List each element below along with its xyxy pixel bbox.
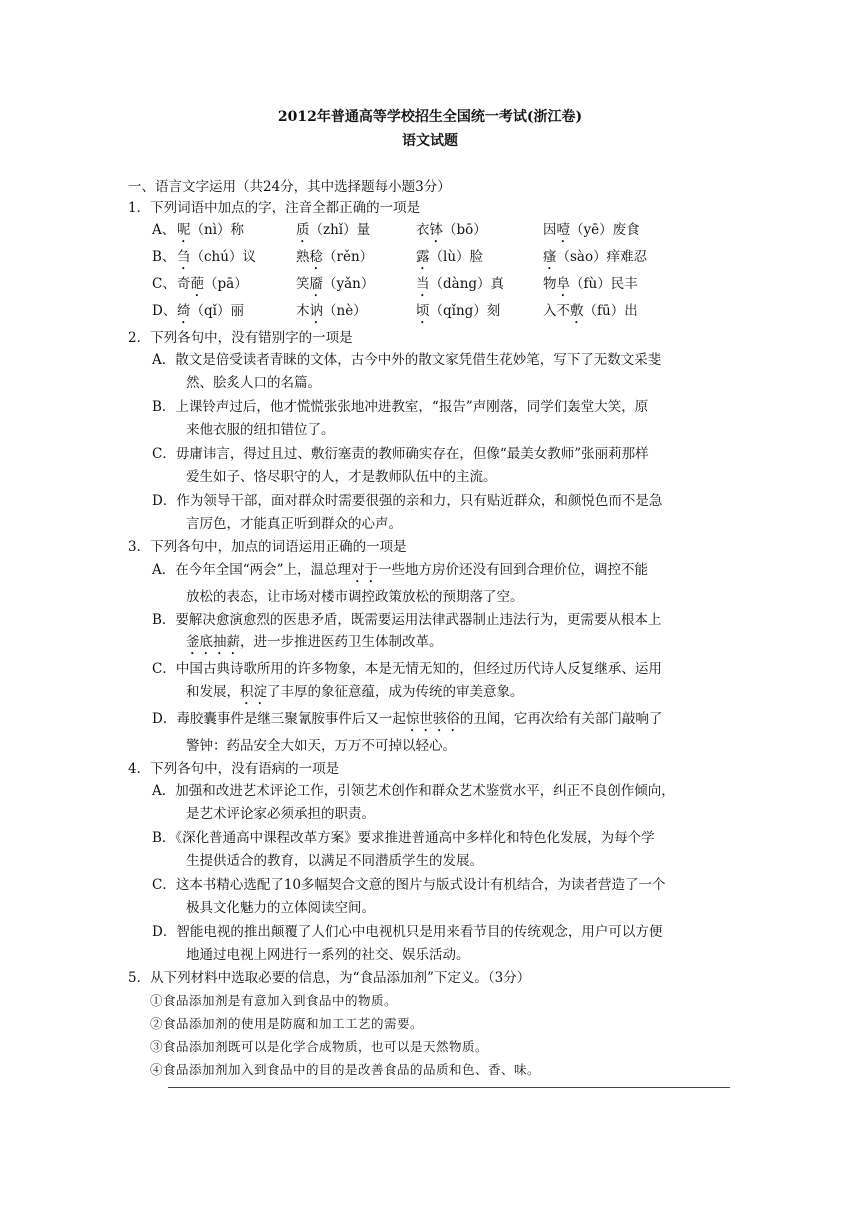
- q3-option-a-line2: 放松的表态，让市场对楼市调控政策放松的预期落了空。: [186, 589, 524, 605]
- q3-b-dotted-word: 釜底抽薪: [186, 634, 240, 650]
- q3-b-text-2: ，进一步推进医药卫生体制改革。: [240, 634, 443, 650]
- q3-option-a-line1: [152, 561, 648, 586]
- q1-option-d-word-4: [543, 302, 638, 327]
- q1-option-a-label: A、: [152, 222, 176, 238]
- q1-option-d-word-3-dot: 顷: [416, 303, 430, 319]
- q1-stem: 1．下列词语中加点的字，注音全都正确的一项是: [128, 200, 421, 216]
- q1-option-a-word-3-post: （bō）: [443, 222, 487, 238]
- section-heading: 一、语言文字运用（共24分，其中选择题每小题3分）: [128, 179, 451, 195]
- q1-option-d-word-4-pre: 入不: [543, 303, 570, 319]
- exam-subtitle: 语文试题: [402, 133, 458, 149]
- exam-title: 2012年普通高等学校招生全国统一考试(浙江卷): [277, 109, 583, 125]
- q1-option-d-word-1: [177, 302, 244, 327]
- q1-option-b-word-1-dot: 刍: [177, 249, 191, 265]
- q1-option-d-word-2-post: （nè）: [323, 303, 367, 319]
- q1-option-b-word-2-pre: 熟: [296, 249, 310, 265]
- q3-a-text-2: 一些地方房价还没有回到合理价位，调控不能: [378, 562, 649, 578]
- q3-c-text-1: 和发展，: [186, 684, 240, 700]
- q3-option-b-line1: B．要解决愈演愈烈的医患矛盾，既需要运用法律武器制止违法行为，更需要从根本上: [152, 612, 662, 628]
- q4-option-d-line1: D．智能电视的推出颠覆了人们心中电视机只是用来看节目的传统观念，用户可以方便: [152, 924, 663, 940]
- q1-option-b-label: B、: [152, 249, 176, 265]
- q3-d-text-2: 的丑闻，它再次给有关部门敲响了: [459, 711, 663, 727]
- q1-option-b-word-1: [177, 248, 256, 273]
- q2-option-a-line1: A．散文是倍受读者青睐的文体，古今中外的散文家凭借生花妙笔，写下了无数文采斐: [152, 352, 662, 368]
- q3-option-b-line2: [186, 633, 443, 658]
- q1-option-a-word-4-pre: 因: [543, 222, 557, 238]
- q3-option-c-line2: [186, 683, 524, 708]
- q1-option-c-word-3-dot: 当: [416, 276, 430, 292]
- q1-option-b-word-3: [416, 248, 483, 273]
- q1-option-b-word-3-dot: 露: [416, 249, 430, 265]
- q4-option-b-line2: 生提供适合的教育，以满足不同潜质学生的发展。: [186, 853, 483, 869]
- q1-option-c-word-1-post: （pā）: [204, 276, 248, 292]
- q1-option-d-word-2-pre: 木: [296, 303, 310, 319]
- q4-option-a-line2: 是艺术评论家必须承担的职责。: [186, 806, 375, 822]
- q4-stem: 4．下列各句中，没有语病的一项是: [128, 761, 340, 777]
- q1-option-c-word-2: [296, 275, 374, 300]
- q1-option-d-word-4-dot: 敷: [570, 303, 584, 319]
- q5-material-3: ③食品添加剂既可以是化学合成物质，也可以是天然物质。: [150, 1039, 489, 1054]
- q5-stem: 5．从下列材料中选取必要的信息，为“食品添加剂”下定义。（3分）: [128, 970, 531, 986]
- q1-option-a-word-4-dot: 噎: [556, 222, 570, 238]
- q3-c-dotted-word: 积淀: [240, 684, 267, 700]
- q1-option-a-word-4-post: （yē）废食: [570, 222, 640, 238]
- q2-option-d-line1: D．作为领导干部，面对群众时需要很强的亲和力，只有贴近群众，和颜悦色而不是急: [152, 493, 663, 509]
- q4-option-d-line2: 地通过电视上网进行一系列的社交、娱乐活动。: [186, 947, 470, 963]
- q1-option-a-word-3: [416, 221, 487, 246]
- q1-option-d-word-2-dot: 讷: [309, 303, 323, 319]
- q1-option-d-word-2: [296, 302, 367, 327]
- q3-option-d-line1: [152, 710, 662, 735]
- q1-option-a-word-1: [177, 221, 244, 246]
- q3-d-dotted-word: 惊世骇俗: [405, 711, 460, 727]
- q1-option-c-word-3: [416, 275, 504, 300]
- q1-option-a-word-2-post: （zhǐ）量: [309, 222, 371, 238]
- q2-option-b-line2: 来他衣服的纽扣错位了。: [186, 422, 335, 438]
- q1-option-b-word-4: [543, 248, 647, 273]
- q1-option-b-word-4-dot: 瘙: [543, 249, 557, 265]
- q1-option-a-word-1-post: （nì）称: [190, 222, 245, 238]
- q1-option-d-word-1-post: （qǐ）丽: [190, 303, 244, 319]
- q1-option-b-word-2-post: （rěn）: [323, 249, 374, 265]
- q4-option-c-line1: C．这本书精心选配了10多幅契合文意的图片与版式设计有机结合，为读者营造了一个: [152, 877, 666, 893]
- q1-option-b-word-2-dot: 稔: [309, 249, 323, 265]
- q4-option-b-line1: B．《深化普通高中课程改革方案》要求推进普通高中多样化和特色化发展，为每个学: [152, 830, 655, 846]
- q5-material-4: ④食品添加剂加入到食品中的目的是改善食品的品质和色、香、味。: [150, 1062, 541, 1077]
- q1-option-b-word-2: [296, 248, 373, 273]
- q1-option-d-word-3: [416, 302, 500, 327]
- q2-stem: 2．下列各句中，没有错别字的一项是: [128, 330, 353, 346]
- q4-option-a-line1: A．加强和改进艺术评论工作，引领艺术创作和群众艺术鉴赏水平，纠正不良创作倾向，: [152, 783, 675, 799]
- q1-option-b-word-3-post: （lù）脸: [429, 249, 484, 265]
- q1-option-a-word-1-dot: 呢: [177, 222, 191, 238]
- q2-option-a-line2: 然、脍炙人口的名篇。: [186, 375, 321, 391]
- q2-option-b-line1: B．上课铃声过后，他才慌慌张张地冲进教室，“报告”声刚落，同学们轰堂大笑，原: [152, 399, 649, 415]
- q1-option-d-word-1-dot: 绮: [177, 303, 191, 319]
- q1-option-d-word-4-post: （fū）出: [583, 303, 638, 319]
- q1-option-a-word-3-dot: 钵: [429, 222, 443, 238]
- q2-option-d-line2: 言厉色，才能真正听到群众的心声。: [186, 516, 402, 532]
- footer-divider: [168, 1087, 730, 1088]
- q1-option-c-word-2-post: （yǎn）: [323, 276, 375, 292]
- q1-option-c-word-4: [543, 275, 638, 300]
- q1-option-c-word-2-pre: 笑: [296, 276, 310, 292]
- q1-option-a-word-2: [296, 221, 370, 246]
- q1-option-c-word-4-post: （fù）民丰: [570, 276, 638, 292]
- q1-option-c-word-4-pre: 物: [543, 276, 557, 292]
- q1-option-b-word-1-post: （chú）议: [190, 249, 256, 265]
- q1-option-c-label: C、: [152, 276, 176, 292]
- q1-option-c-word-3-post: （dàng）真: [429, 276, 505, 292]
- q2-option-c-line2: 爱生如子、恪尽职守的人，才是教师队伍中的主流。: [186, 469, 497, 485]
- q5-material-2: ②食品添加剂的使用是防腐和加工工艺的需要。: [150, 1016, 424, 1031]
- q3-c-text-2: 了丰厚的象征意蕴，成为传统的审美意象。: [267, 684, 524, 700]
- q1-option-a-word-3-pre: 衣: [416, 222, 430, 238]
- q2-option-c-line1: C．毋庸讳言，得过且过、敷衍塞责的教师确实存在，但像“最美女教师”张丽莉那样: [152, 446, 649, 462]
- q1-option-c-word-1-pre: 奇: [177, 276, 191, 292]
- q1-option-d-word-3-post: （qǐng）刻: [429, 303, 501, 319]
- q1-option-b-word-4-post: （sào）痒难忍: [556, 249, 648, 265]
- q1-option-a-word-4: [543, 221, 640, 246]
- q3-a-text-1: A．在今年全国“两会”上，温总理: [152, 562, 352, 578]
- q1-option-d-label: D、: [152, 303, 177, 319]
- q3-d-text-1: D．毒胶囊事件是继三聚氰胺事件后又一起: [152, 711, 406, 727]
- q1-option-a-word-2-dot: 质: [296, 222, 310, 238]
- q1-option-c-word-1: [177, 275, 248, 300]
- q1-option-c-word-2-dot: 靥: [309, 276, 323, 292]
- q3-stem: 3．下列各句中，加点的词语运用正确的一项是: [128, 539, 407, 555]
- q1-option-c-word-4-dot: 阜: [556, 276, 570, 292]
- q1-option-c-word-1-dot: 葩: [190, 276, 204, 292]
- q4-option-c-line2: 极具文化魅力的立体阅读空间。: [186, 900, 375, 916]
- q5-material-1: ①食品添加剂是有意加入到食品中的物质。: [150, 993, 398, 1008]
- q3-option-c-line1: C．中国古典诗歌所用的许多物象，本是无情无知的，但经过历代诗人反复继承、运用: [152, 661, 662, 677]
- q3-a-dotted-word: 对于: [351, 562, 379, 578]
- q3-option-d-line2: 警钟：药品安全大如天，万万不可掉以轻心。: [186, 738, 456, 754]
